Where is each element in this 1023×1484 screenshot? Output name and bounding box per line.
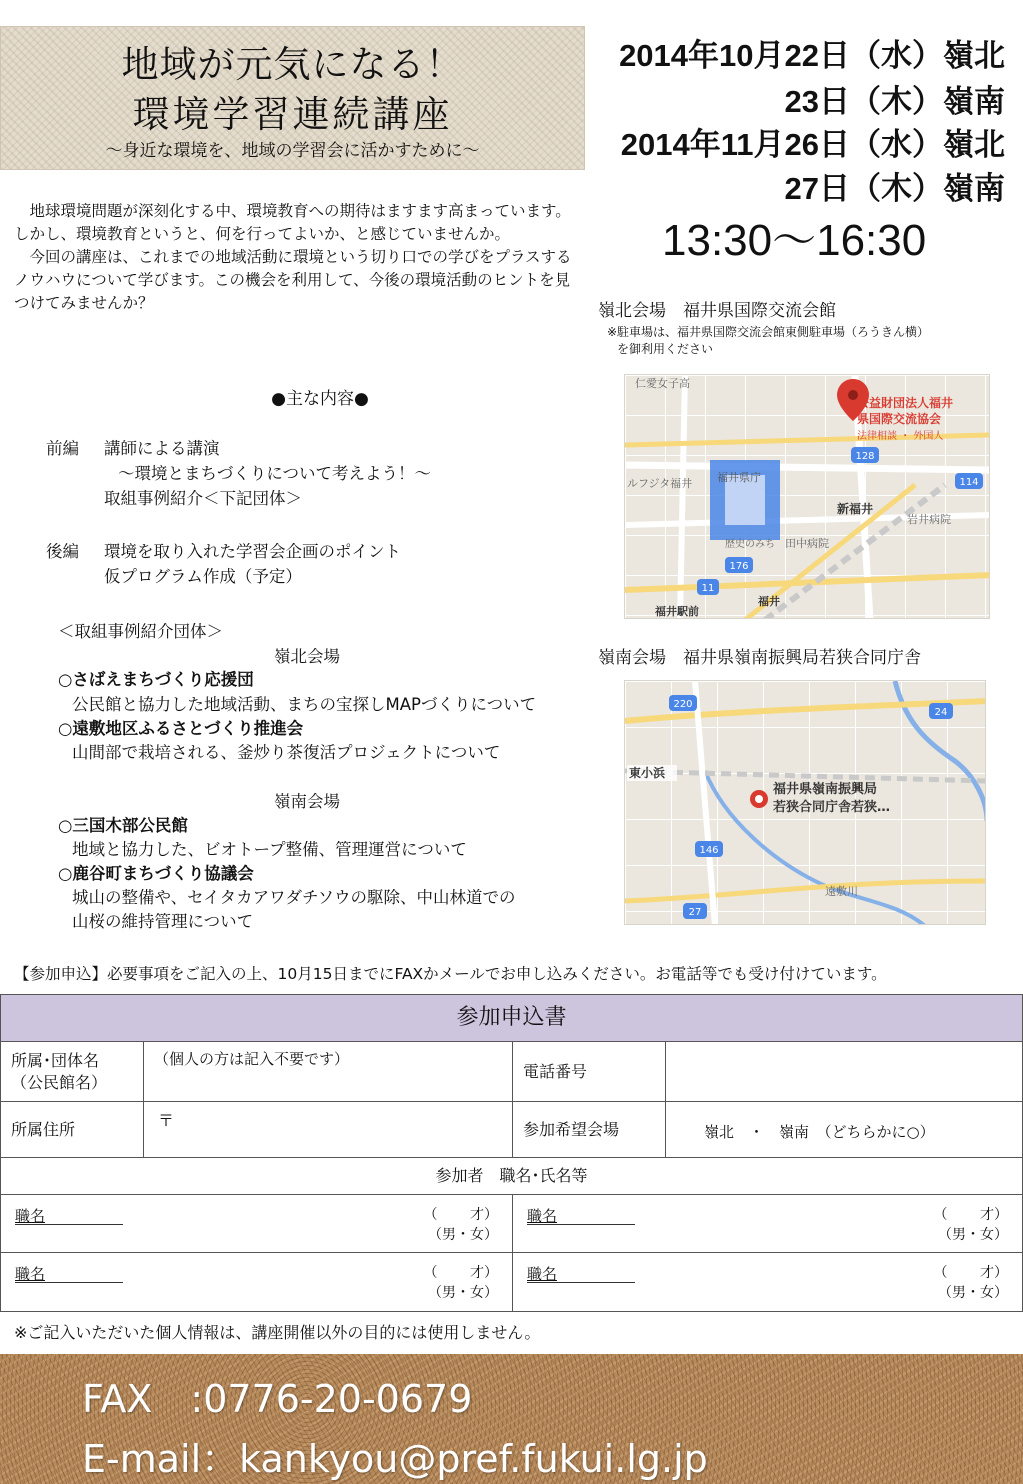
map-label-fujita: ルフジタ福井 [627,477,693,490]
north-venue-title: 嶺北会場 福井県国際交流会館 [598,301,836,321]
form-title: 参加申込書 [0,994,1023,1042]
south-pin-label-2: 若狭合同庁舎若狭… [773,800,891,815]
participant-entry-1[interactable] [0,1194,513,1253]
affiliation-hint: （個人の方は記入不要です） [154,1050,350,1068]
subtitle: ～身近な環境を、地域の学習会に活かすために～ [105,141,480,161]
sex-mark: （男・女） [428,1285,498,1301]
title-line-1: 地域が元気になる！ [121,43,464,86]
date-line-4: 27日（木）嶺南 [784,171,1005,206]
south-group-1-desc: 地域と協力した、ビオトープ整備、管理運営について [72,840,467,859]
south-group-2-name: ○鹿谷町まちづくり協議会 [58,864,254,883]
south-venue-title: 嶺南会場 福井県嶺南振興局若狭合同庁舎 [598,648,921,668]
job-underline [527,1224,635,1225]
map-label-shinfukui: 新福井 [837,502,874,516]
route-badge-176: 176 [729,561,749,572]
contents-heading: ●主な内容● [271,389,369,409]
participant-entry-4[interactable] [512,1252,1023,1312]
map-label-higashiobama: 東小浜 [629,766,666,780]
affiliation-field[interactable] [143,1041,513,1102]
email-address[interactable]: E-mail：kankyou@pref.fukui.lg.jp [82,1437,708,1481]
address-label: 所属住所 [0,1101,144,1158]
part1-line-2: ～環境とまちづくりについて考えよう！～ [118,464,432,483]
part1-line-3: 取組事例紹介＜下記団体＞ [104,489,302,508]
age-sex-marks [934,1205,1008,1245]
age-mark: （ 才） [423,1207,498,1223]
south-group-1-name: ○三国木部公民館 [58,816,188,835]
venue-choice-field[interactable]: 嶺北 ・ 嶺南 （どちらかに○） [665,1101,1023,1158]
affiliation-label-line-2: （公民館名） [11,1073,108,1092]
date-line-2: 23日（木）嶺南 [784,84,1005,119]
south-groups-heading: 嶺南会場 [274,792,340,811]
job-label: 職名 [527,1265,558,1283]
north-pin-sub: 法律相談 ・ 外国人 [857,431,944,442]
map-label-onyugawa: 遠敷川 [825,885,858,898]
map-label-fukui: 福井 [758,595,780,608]
age-mark: （ 才） [933,1265,1008,1281]
age-sex-marks [424,1263,498,1303]
route-badge-146: 146 [699,845,719,856]
map-label-tanaka: 田中病院 [785,537,829,550]
part1-label: 前編 [46,439,79,458]
north-group-1-desc: 公民館と協力した地域活動、まちの宝探しMAPづくりについて [72,695,537,714]
map-label-rekishi: 歴史のみち [725,539,775,550]
south-map-graphic [625,681,986,925]
title-line-2: 環境学習連続講座 [132,93,453,136]
part2-line-1: 環境を取り入れた学習会企画のポイント [104,542,401,561]
north-group-1-name: ○さばえまちづくり応援団 [58,670,254,689]
north-pin-label-1: 公益財団法人福井 [857,396,954,410]
south-pin-label-1: 福井県嶺南振興局 [773,782,878,797]
parking-note-1: ※駐車場は、福井県国際交流会館東側駐車場（ろうきん横） [607,325,930,339]
application-notice: 【参加申込】必要事項をご記入の上、10月15日までにFAXかメールでお申し込みください。お電話等でも受け付けています。 [14,965,887,983]
participants-heading: 参加者 職名･氏名等 [0,1157,1023,1195]
sex-mark: （男・女） [428,1227,498,1243]
phone-field[interactable] [665,1041,1023,1102]
intro-text [14,200,574,315]
map-label-fukui-ekimae: 福井駅前 [655,605,699,618]
affiliation-label [0,1041,144,1102]
intro-paragraph-1: 地球環境問題が深刻化する中、環境教育への期待はますます高まっています。しかし、環境教育というと、何を行ってよいか、と感じていませんか。 [14,202,571,243]
route-badge-220: 220 [673,699,693,710]
job-underline [15,1224,123,1225]
north-group-2-desc: 山間部で栽培される、釜炒り茶復活プロジェクトについて [72,743,501,762]
age-mark: （ 才） [423,1265,498,1281]
south-group-2-desc-2: 山桜の維持管理について [72,912,254,931]
privacy-note: ※ご記入いただいた個人情報は、講座開催以外の目的には使用しません。 [14,1323,541,1342]
north-map-graphic [625,375,990,619]
route-badge-11: 11 [701,583,715,594]
map-label-jinai: 仁愛女子高 [635,377,690,390]
north-pin-label-2: 県国際交流協会 [857,412,942,426]
part2-line-2: 仮プログラム作成（予定） [104,567,302,586]
postal-mark: 〒 [158,1111,175,1130]
job-label: 職名 [15,1207,46,1225]
participant-entry-2[interactable] [512,1194,1023,1253]
affiliation-label-line-1: 所属･団体名 [11,1051,100,1070]
age-mark: （ 才） [933,1207,1008,1223]
map-label-kencho: 福井県庁 [717,471,761,484]
date-line-1: 2014年10月22日（水）嶺北 [619,38,1005,73]
sex-mark: （男・女） [938,1227,1008,1243]
route-badge-24: 24 [934,707,948,718]
job-underline [15,1282,123,1283]
fax-number: FAX :0776-20-0679 [82,1377,473,1421]
north-groups-heading: 嶺北会場 [274,647,340,666]
title-banner [0,26,585,170]
age-sex-marks [424,1205,498,1245]
groups-heading: ＜取組事例紹介団体＞ [58,622,223,641]
route-badge-27: 27 [688,907,702,918]
south-group-2-desc: 城山の整備や、セイタカアワダチソウの駆除、中山林道での [72,888,516,907]
south-venue-map[interactable] [624,680,986,925]
job-underline [527,1282,635,1283]
part2-label: 後編 [46,542,79,561]
sex-mark: （男・女） [938,1285,1008,1301]
route-badge-128: 128 [855,451,875,462]
job-label: 職名 [527,1207,558,1225]
job-label: 職名 [15,1265,46,1283]
address-field[interactable] [143,1101,513,1158]
intro-paragraph-2: 今回の講座は、これまでの地域活動に環境という切り口での学びをプラスするノウハウについて学びます。この機会を利用して、今後の環境活動のヒントを見つけてみませんか？ [14,248,572,312]
parking-note-2: を御利用ください [617,342,714,356]
map-label-iwai: 岩井病院 [907,513,951,526]
age-sex-marks [934,1263,1008,1303]
contact-footer [0,1354,1023,1484]
participant-entry-3[interactable] [0,1252,513,1312]
date-line-3: 2014年11月26日（水）嶺北 [620,127,1005,162]
time-range: 13:30～16:30 [662,216,927,265]
north-venue-map[interactable] [624,374,990,619]
venue-choice-label: 参加希望会場 [512,1101,666,1158]
route-badge-114: 114 [959,477,979,488]
part1-line-1: 講師による講演 [104,439,220,458]
phone-label: 電話番号 [512,1041,666,1102]
north-group-2-name: ○遠敷地区ふるさとづくり推進会 [58,719,304,738]
